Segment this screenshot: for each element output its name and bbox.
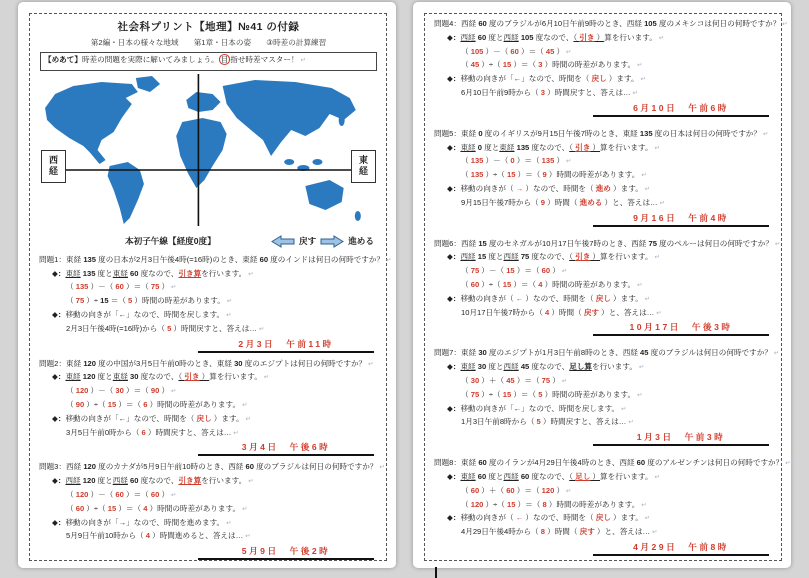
text-line: （ 120 ）÷（ 15 ）＝（ 8 ）時間の時差があります。 ↵ — [461, 499, 647, 509]
problem-2 — [39, 358, 378, 457]
prime-meridian-caption: 本初子午線【経度0度】 — [125, 235, 216, 246]
return-mark: ↵ — [171, 284, 177, 292]
return-mark: ↵ — [245, 415, 252, 423]
return-mark: ↵ — [233, 429, 239, 437]
text-line: ◆：移動の向きが「←」なので、時間を戻します。 ↵ — [447, 403, 627, 413]
answer-7: 1月3日 午前3時 — [593, 431, 769, 446]
text-line: （ 45 ）÷（ 15 ）＝（ 3 ）時間の時差があります。 ↵ — [461, 60, 643, 70]
answer-row — [434, 212, 769, 227]
return-mark: ↵ — [628, 419, 634, 427]
return-mark: ↵ — [248, 270, 254, 278]
problem-4 — [434, 18, 788, 117]
return-mark: ↵ — [644, 185, 651, 193]
answer-row — [434, 321, 769, 336]
answer-row — [39, 441, 374, 456]
return-mark: ↵ — [263, 374, 270, 382]
return-mark: ↵ — [773, 350, 780, 358]
text-line: （ 75 ）－（ 15 ）＝（ 60 ） ↵ — [461, 266, 568, 276]
text-line: 10月17日午後7時から（ 4 ）時間（ 戻す ）と、答えは… ↵ — [461, 307, 662, 317]
return-mark: ↵ — [774, 240, 781, 248]
return-mark: ↵ — [226, 519, 232, 527]
text-line: （ 75 ）÷ 15 ＝（ 5 ）時間の時差があります。 ↵ — [66, 296, 233, 306]
text-cursor — [435, 567, 437, 578]
answer-2: 3月4日 午後6時 — [198, 441, 374, 456]
text-line: ◆：東経 120 度と東経 30 度なので、（ 引き ）算を行います。 ↵ — [52, 372, 270, 382]
text-line: 問題4：西経 60 度のブラジルが6月10日午前9時のとき、西経 105 度のメキシコは何日の何時ですか？ ↵ — [434, 19, 788, 28]
text-line: ◆：西経 15 度と西経 75 度なので、（ 引き ）算を行います。 ↵ — [447, 252, 661, 262]
east-longitude-box: 東経 — [351, 150, 376, 183]
return-mark: ↵ — [258, 325, 265, 333]
return-mark: ↵ — [242, 505, 248, 513]
return-mark: ↵ — [644, 295, 651, 303]
text-line: ◆：西経 60 度と西経 105 度なので、（ 引き ）算を行います。 ↵ — [447, 32, 665, 42]
problem-3 — [39, 461, 385, 560]
text-line: 問題6：西経 15 度のセネガルが10月17日午後7時のとき、西経 75 度のペルーは何日の何時ですか？ ↵ — [434, 238, 781, 248]
return-mark: ↵ — [379, 464, 385, 472]
page-title: 社会科プリント【地理】№41 の付録 — [117, 21, 300, 33]
text-line: ◆：移動の向きが「←」なので、時間を（ 戻し ）ます。 ↵ — [447, 74, 647, 84]
text-line: 6月10日午前9時から（ 3 ）時間戻すと、答えは… ↵ — [461, 87, 639, 97]
world-map-figure — [39, 74, 378, 250]
text-line: 問題8：東経 60 度のイランが4月29日午後4時のとき、西経 60 度のアルゼンチンは何日の何時ですか？ ↵ — [434, 458, 791, 468]
return-mark: ↵ — [641, 172, 647, 180]
return-mark: ↵ — [300, 57, 307, 64]
return-mark: ↵ — [242, 401, 248, 409]
text-line: ◆：移動の向きが（ → ）なので、時間を（ 進め ）ます。 ↵ — [447, 183, 651, 193]
forward-label: 進める — [348, 236, 374, 247]
page-1-content-area — [29, 13, 392, 561]
back-label: 戻す — [299, 236, 317, 247]
block-arrow-right-icon — [320, 235, 344, 248]
answer-5: 9月16日 午前4時 — [593, 212, 769, 227]
problem-1 — [39, 254, 392, 353]
text-line: ◆：移動の向きが「←」なので、時間を（ 戻し ）ます。 ↵ — [52, 413, 252, 423]
text-line: （ 120 ）－（ 60 ）＝（ 60 ） ↵ — [66, 489, 177, 499]
text-line: 1月3日午前8時から（ 5 ）時間戻すと、答えは… ↵ — [461, 417, 634, 427]
page-2-content-area — [424, 13, 791, 561]
text-line: 4月29日午後4時から（ 8 ）時間（ 戻す ）と、答えは… ↵ — [461, 527, 658, 537]
text-line: （ 105 ）－（ 60 ）＝（ 45 ） ↵ — [461, 46, 572, 56]
return-mark: ↵ — [561, 268, 568, 276]
return-mark: ↵ — [654, 254, 661, 262]
return-mark: ↵ — [171, 491, 177, 499]
return-mark: ↵ — [621, 405, 627, 413]
text-line: 9月15日午後7時から（ 9 ）時間（ 進める ）と、答えは… ↵ — [461, 197, 666, 207]
text-line: （ 75 ）÷（ 15 ）＝（ 5 ）時間の時差があります。 ↵ — [461, 389, 643, 399]
text-line: 問題5：東経 0 度のイギリスが9月15日午後7時のとき、東経 135 度の日本は何日の何時ですか？ ↵ — [434, 128, 769, 138]
return-mark: ↵ — [561, 377, 568, 385]
answer-row — [434, 541, 769, 556]
text-line: 2月3日午後4時(=16時)から（ 5 ）時間戻すと、答えは… ↵ — [66, 323, 265, 333]
return-mark: ↵ — [652, 529, 658, 537]
text-line: 3月5日午前0時から（ 6 ）時間戻すと、答えは… ↵ — [66, 427, 239, 437]
problem-7 — [434, 347, 780, 446]
block-arrow-left-icon — [271, 235, 295, 248]
problem-5 — [434, 128, 773, 227]
page-subtitle: 第2編・日本の様々な地域 第1章・日本の姿 ③時差の計算練習 — [90, 38, 327, 47]
answer-row — [39, 338, 374, 353]
answer-8: 4月29日 午前8時 — [593, 541, 769, 556]
return-mark: ↵ — [659, 199, 666, 207]
text-line: 問題7：東経 30 度のエジプトが1月3日午前8時のとき、西経 45 度のブラジルは何日の何時ですか？ ↵ — [434, 348, 780, 358]
return-mark: ↵ — [656, 309, 662, 317]
worksheet-page-1 — [18, 2, 396, 568]
text-line: 問題2：東経 120 度の中国が3月5日午前0時のとき、東経 30 度のエジプトは何日の何時ですか？ ↵ — [39, 358, 374, 368]
text-line: （ 135 ）÷（ 15 ）＝（ 9 ）時間の時差があります。 ↵ — [461, 170, 647, 180]
text-line: （ 60 ）÷（ 15 ）＝（ 4 ）時間の時差があります。 ↵ — [461, 279, 643, 289]
world-map-image — [39, 74, 378, 230]
text-line: 問題1：東経 135 度の日本が2月3日午後4時(=16時)のとき、東経 60 度のインドは何日の何時ですか？ ↵ — [39, 254, 392, 264]
return-mark: ↵ — [171, 388, 177, 396]
text-line: （ 90 ）÷（ 15 ）＝（ 6 ）時間の時差があります。 ↵ — [66, 399, 248, 409]
answer-4: 6月10日 午前6時 — [593, 102, 769, 117]
text-line: （ 135 ）－（ 0 ）＝（ 135 ） ↵ — [461, 156, 572, 166]
text-line: 5月9日午前10時から（ 4 ）時間進めると、答えは… ↵ — [66, 531, 251, 541]
answer-1: 2月3日 午前11時 — [198, 338, 374, 353]
return-mark: ↵ — [638, 364, 645, 372]
return-mark: ↵ — [226, 298, 233, 306]
return-mark: ↵ — [566, 487, 572, 495]
text-line: ◆：移動の向きが（ ← ）なので、時間を（ 戻し ）ます。 ↵ — [447, 513, 651, 523]
return-mark: ↵ — [566, 48, 572, 56]
return-mark: ↵ — [632, 89, 639, 97]
problems-section-right — [434, 18, 791, 556]
return-mark: ↵ — [640, 76, 647, 84]
text-line: （ 60 ）＋（ 60 ）＝（ 120 ） ↵ — [461, 485, 572, 495]
text-line: （ 60 ）÷（ 15 ）＝（ 4 ）時間の時差があります。 ↵ — [66, 503, 248, 513]
return-mark: ↵ — [637, 281, 643, 289]
return-mark: ↵ — [245, 533, 251, 541]
return-mark: ↵ — [782, 21, 788, 28]
text-line: 【めあて】時差の問題を実際に解いてみましょう。 目 指せ時差マスター！ ↵ — [44, 55, 307, 64]
worksheet-page-2 — [413, 2, 791, 568]
text-line: （ 120 ）－（ 30 ）＝（ 90 ） ↵ — [66, 386, 177, 396]
text-line: （ 135 ）－（ 60 ）＝（ 75 ） ↵ — [66, 282, 177, 292]
time-direction-legend — [271, 235, 374, 248]
text-line: ◆：東経 30 度と西経 45 度なので、足し算を行います。 ↵ — [447, 362, 645, 372]
answer-row — [434, 102, 769, 117]
return-mark: ↵ — [637, 391, 643, 399]
answer-3: 5月9日 午後2時 — [198, 545, 374, 560]
return-mark: ↵ — [785, 460, 791, 468]
answer-row — [434, 431, 769, 446]
return-mark: ↵ — [226, 311, 232, 319]
text-line: ◆：東経 135 度と東経 60 度なので、引き算を行います。 ↵ — [52, 268, 254, 278]
text-line: ◆：東経 0 度と東経 135 度なので、（ 引き ）算を行います。 ↵ — [447, 142, 661, 152]
text-line: ◆：東経 60 度と西経 60 度なので、（ 足し ）算を行います。 ↵ — [447, 471, 661, 481]
problem-6 — [434, 238, 781, 337]
text-line: 問題3：西経 120 度のカナダが5月9日午前10時のとき、西経 60 度のブラジルは何日の何時ですか？ ↵ — [39, 462, 385, 472]
text-line: ◆：移動の向きが「→」なので、時間を進めます。 ↵ — [52, 517, 232, 527]
return-mark: ↵ — [248, 478, 254, 486]
return-mark: ↵ — [654, 473, 661, 481]
return-mark: ↵ — [762, 130, 769, 138]
return-mark: ↵ — [644, 515, 651, 523]
answer-6: 10月17日 午後3時 — [593, 321, 769, 336]
return-mark: ↵ — [368, 360, 374, 368]
return-mark: ↵ — [658, 34, 665, 42]
continents-silhouette — [45, 76, 361, 224]
answer-row — [39, 545, 374, 560]
text-line: ◆：西経 120 度と西経 60 度なので、引き算を行います。 ↵ — [52, 476, 254, 486]
text-line: ◆：移動の向きが（ ← ）なので、時間を（ 戻し ）ます。 ↵ — [447, 293, 651, 303]
problems-section-left — [39, 254, 392, 560]
text-line: （ 30 ）＋（ 45 ）＝（ 75 ） ↵ — [461, 375, 568, 385]
return-mark: ↵ — [566, 158, 572, 166]
aim-box — [40, 52, 377, 71]
return-mark: ↵ — [641, 501, 647, 509]
return-mark: ↵ — [386, 256, 392, 264]
return-mark: ↵ — [654, 144, 661, 152]
text-line: ◆：移動の向きが「←」なので、時間を戻します。 ↵ — [52, 309, 232, 319]
return-mark: ↵ — [637, 62, 643, 70]
problem-8 — [434, 457, 791, 556]
west-longitude-box: 西経 — [41, 150, 66, 183]
